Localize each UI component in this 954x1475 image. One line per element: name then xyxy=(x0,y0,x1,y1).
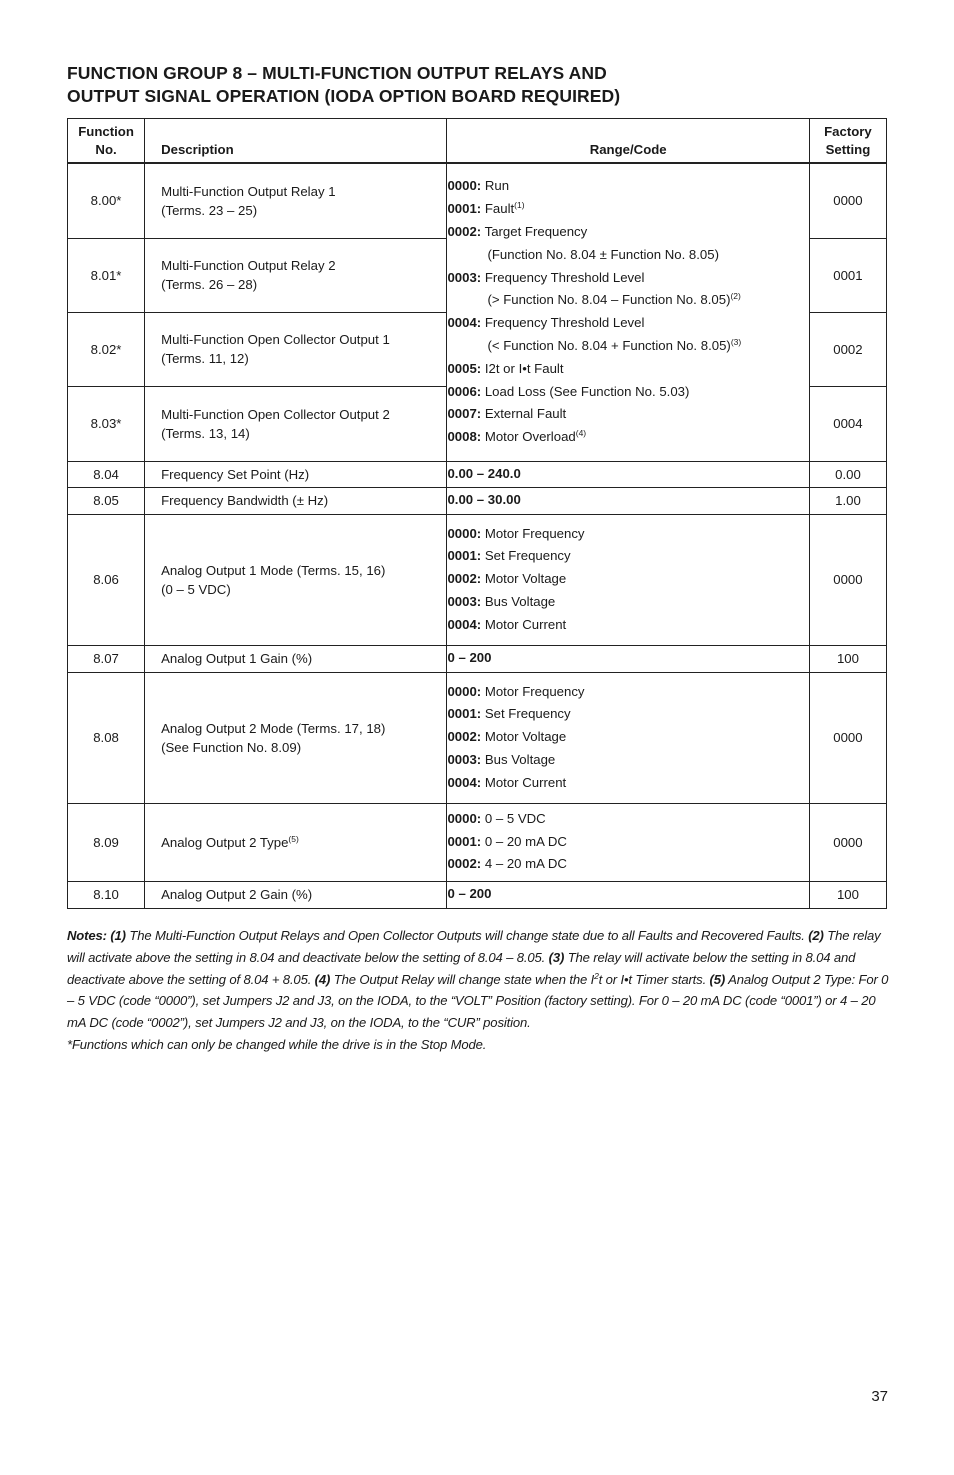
table-row-8-10 xyxy=(68,881,887,908)
code-description: Run xyxy=(481,178,510,194)
code-value: 0007: xyxy=(447,406,482,422)
code-value: 0002: xyxy=(447,571,482,587)
notes-paragraph: Notes: (1) The Multi-Function Output Relays and Open Collector Outputs will change state due to all Faults and Recovered Faults. (2) The relay will activate above the setting in 8.04 and deactivate below the setting of 8.04 – 8.05. (3) The relay will activate below the setting in 8.04 and deactivate above the setting of 8.04 + 8.05. (4) The Output Relay will change state when the $I^2t$ or I•t Timer starts. (5) Analog Output 2 Type: For 0 – 5 VDC (code “0000”), set Jumpers J2 and J3, on the IODA, to the “VOLT” Position (factory setting). For 0 – 20 mA DC (code “0001”) or 4 – 20 mA DC (code “0002”), set Jumpers J2 and J3, on the IODA, to the “CUR” position. xyxy=(67,928,889,1031)
footnote-ref: (1) xyxy=(514,200,525,211)
cell-factory-setting: 0.00 xyxy=(809,461,886,487)
code-description: Set Frequency xyxy=(481,548,571,564)
code-value: 0003: xyxy=(447,269,482,285)
code-description: Fault xyxy=(481,201,515,217)
cell-factory-setting: 0000 xyxy=(809,514,886,645)
cell-function-no: 8.04 xyxy=(68,461,145,487)
header-range-code: Range/Code xyxy=(447,119,809,164)
code-line xyxy=(447,523,808,546)
code-description: (Function No. 8.04 ± Function No. 8.05) xyxy=(487,246,719,262)
table-row-8-09 xyxy=(68,803,887,881)
cell-range-codes xyxy=(447,672,809,803)
cell-description: Analog Output 2 Mode (Terms. 17, 18) (See Function No. 8.09) xyxy=(145,672,447,803)
code-description: External Fault xyxy=(481,406,567,422)
cell-range: 0 – 200 xyxy=(447,881,809,908)
table-header-row xyxy=(68,119,887,164)
cell-range: 0 – 200 xyxy=(447,645,809,672)
header-description: Description xyxy=(145,119,447,164)
code-value: 0004: xyxy=(447,774,482,790)
function-table xyxy=(67,118,887,909)
code-line xyxy=(447,198,808,221)
notes-section xyxy=(67,925,889,1056)
code-line xyxy=(447,381,808,404)
code-description: Target Frequency xyxy=(481,224,588,240)
code-description: I2t or I•t Fault xyxy=(481,360,564,376)
code-description: Load Loss (See Function No. 5.03) xyxy=(481,383,690,399)
code-value: 0001: xyxy=(447,548,482,564)
code-description: Bus Voltage xyxy=(481,751,556,767)
code-value: 0001: xyxy=(447,706,482,722)
code-description: (> Function No. 8.04 – Function No. 8.05) xyxy=(487,292,731,308)
code-value: 0005: xyxy=(447,360,482,376)
cell-factory-setting: 1.00 xyxy=(809,487,886,514)
code-description: Motor Frequency xyxy=(481,683,585,699)
page-number: 37 xyxy=(871,1388,888,1405)
header-factory-setting: Factory Setting xyxy=(809,119,886,164)
cell-function-no: 8.08 xyxy=(68,672,145,803)
code-description: 4 – 20 mA DC xyxy=(481,856,567,872)
code-line xyxy=(447,403,808,426)
code-description: Frequency Threshold Level xyxy=(481,269,645,285)
code-line xyxy=(447,335,808,358)
code-line xyxy=(447,426,808,449)
code-description: 0 – 20 mA DC xyxy=(481,833,567,849)
code-value: 0002: xyxy=(447,224,482,240)
cell-function-no: 8.06 xyxy=(68,514,145,645)
cell-factory-setting: 100 xyxy=(809,881,886,908)
page-title xyxy=(67,62,907,108)
cell-factory-setting: 0004 xyxy=(809,386,886,461)
cell-description: Multi-Function Open Collector Output 2 (Terms. 13, 14) xyxy=(145,386,447,461)
code-value: 0003: xyxy=(447,751,482,767)
cell-factory-setting: 0000 xyxy=(809,163,886,238)
cell-description: Analog Output 1 Mode (Terms. 15, 16) (0 – 5 VDC) xyxy=(145,514,447,645)
cell-function-no: 8.05 xyxy=(68,487,145,514)
cell-description: Analog Output 1 Gain (%) xyxy=(145,645,447,672)
cell-function-no: 8.00* xyxy=(68,163,145,238)
cell-function-no: 8.09 xyxy=(68,803,145,881)
code-line xyxy=(447,853,808,876)
code-description: Motor Voltage xyxy=(481,571,567,587)
table-row-8-00 xyxy=(68,163,887,238)
cell-factory-setting: 0000 xyxy=(809,803,886,881)
code-description: Bus Voltage xyxy=(481,593,556,609)
code-line xyxy=(447,614,808,637)
table-row-8-04 xyxy=(68,461,887,487)
code-line xyxy=(447,175,808,198)
code-line xyxy=(447,221,808,244)
stop-mode-footnote: *Functions which can only be changed while the drive is in the Stop Mode. xyxy=(67,1036,487,1052)
cell-description: Multi-Function Open Collector Output 1 (Terms. 11, 12) xyxy=(145,312,447,386)
cell-range: 0.00 – 30.00 xyxy=(447,487,809,514)
cell-factory-setting: 0002 xyxy=(809,312,886,386)
code-value: 0002: xyxy=(447,856,482,872)
code-description: Motor Frequency xyxy=(481,525,585,541)
cell-function-no: 8.01* xyxy=(68,238,145,312)
code-value: 0003: xyxy=(447,593,482,609)
code-line xyxy=(447,289,808,312)
code-line xyxy=(447,772,808,795)
code-description: Motor Current xyxy=(481,616,567,632)
cell-function-no: 8.03* xyxy=(68,386,145,461)
cell-function-no: 8.07 xyxy=(68,645,145,672)
cell-function-no: 8.02* xyxy=(68,312,145,386)
code-value: 0000: xyxy=(447,525,482,541)
code-value: 0004: xyxy=(447,315,482,331)
code-line xyxy=(447,545,808,568)
code-line xyxy=(447,831,808,854)
title-line-2: OUTPUT SIGNAL OPERATION (IODA OPTION BOARD REQUIRED) xyxy=(67,86,621,106)
cell-description: Frequency Bandwidth (± Hz) xyxy=(145,487,447,514)
code-line xyxy=(447,267,808,290)
code-value: 0008: xyxy=(447,429,482,445)
code-value: 0004: xyxy=(447,616,482,632)
code-line xyxy=(447,749,808,772)
code-line xyxy=(447,591,808,614)
code-line xyxy=(447,568,808,591)
code-description: Motor Current xyxy=(481,774,567,790)
code-line xyxy=(447,808,808,831)
code-value: 0006: xyxy=(447,383,482,399)
cell-description: Analog Output 2 Gain (%) xyxy=(145,881,447,908)
code-value: 0002: xyxy=(447,729,482,745)
cell-description: Multi-Function Output Relay 1 (Terms. 23 – 25) xyxy=(145,163,447,238)
cell-range-codes xyxy=(447,803,809,881)
cell-range: 0.00 – 240.0 xyxy=(447,461,809,487)
header-function-no: Function No. xyxy=(68,119,145,164)
code-description: Motor Voltage xyxy=(481,729,567,745)
cell-factory-setting: 0000 xyxy=(809,672,886,803)
code-description: 0 – 5 VDC xyxy=(481,810,546,826)
code-value: 0000: xyxy=(447,810,482,826)
code-description: Frequency Threshold Level xyxy=(481,315,645,331)
code-value: 0000: xyxy=(447,683,482,699)
code-description: Motor Overload xyxy=(481,429,576,445)
code-value: 0001: xyxy=(447,833,482,849)
cell-factory-setting: 100 xyxy=(809,645,886,672)
table-row-8-08 xyxy=(68,672,887,803)
code-line xyxy=(447,244,808,267)
footnote-ref: (3) xyxy=(730,337,742,348)
table-row-8-05 xyxy=(68,487,887,514)
footnote-ref: (2) xyxy=(730,291,741,302)
cell-relay-codes xyxy=(447,163,809,461)
code-description: Set Frequency xyxy=(481,706,571,722)
code-line xyxy=(447,358,808,381)
code-value: 0001: xyxy=(447,201,482,217)
cell-description: Frequency Set Point (Hz) xyxy=(145,461,447,487)
cell-factory-setting: 0001 xyxy=(809,238,886,312)
code-line xyxy=(447,681,808,704)
code-line xyxy=(447,312,808,335)
code-description: (< Function No. 8.04 + Function No. 8.05) xyxy=(487,338,731,354)
title-line-1: FUNCTION GROUP 8 – MULTI-FUNCTION OUTPUT RELAYS AND xyxy=(67,63,607,83)
code-line xyxy=(447,703,808,726)
cell-function-no: 8.10 xyxy=(68,881,145,908)
cell-description: Analog Output 2 Type$^{(5)}$ xyxy=(145,803,447,881)
code-value: 0000: xyxy=(447,178,482,194)
code-line xyxy=(447,726,808,749)
cell-description: Multi-Function Output Relay 2 (Terms. 26 – 28) xyxy=(145,238,447,312)
cell-range-codes xyxy=(447,514,809,645)
footnote-ref: (4) xyxy=(575,428,587,439)
table-row-8-06 xyxy=(68,514,887,645)
table-row-8-07 xyxy=(68,645,887,672)
